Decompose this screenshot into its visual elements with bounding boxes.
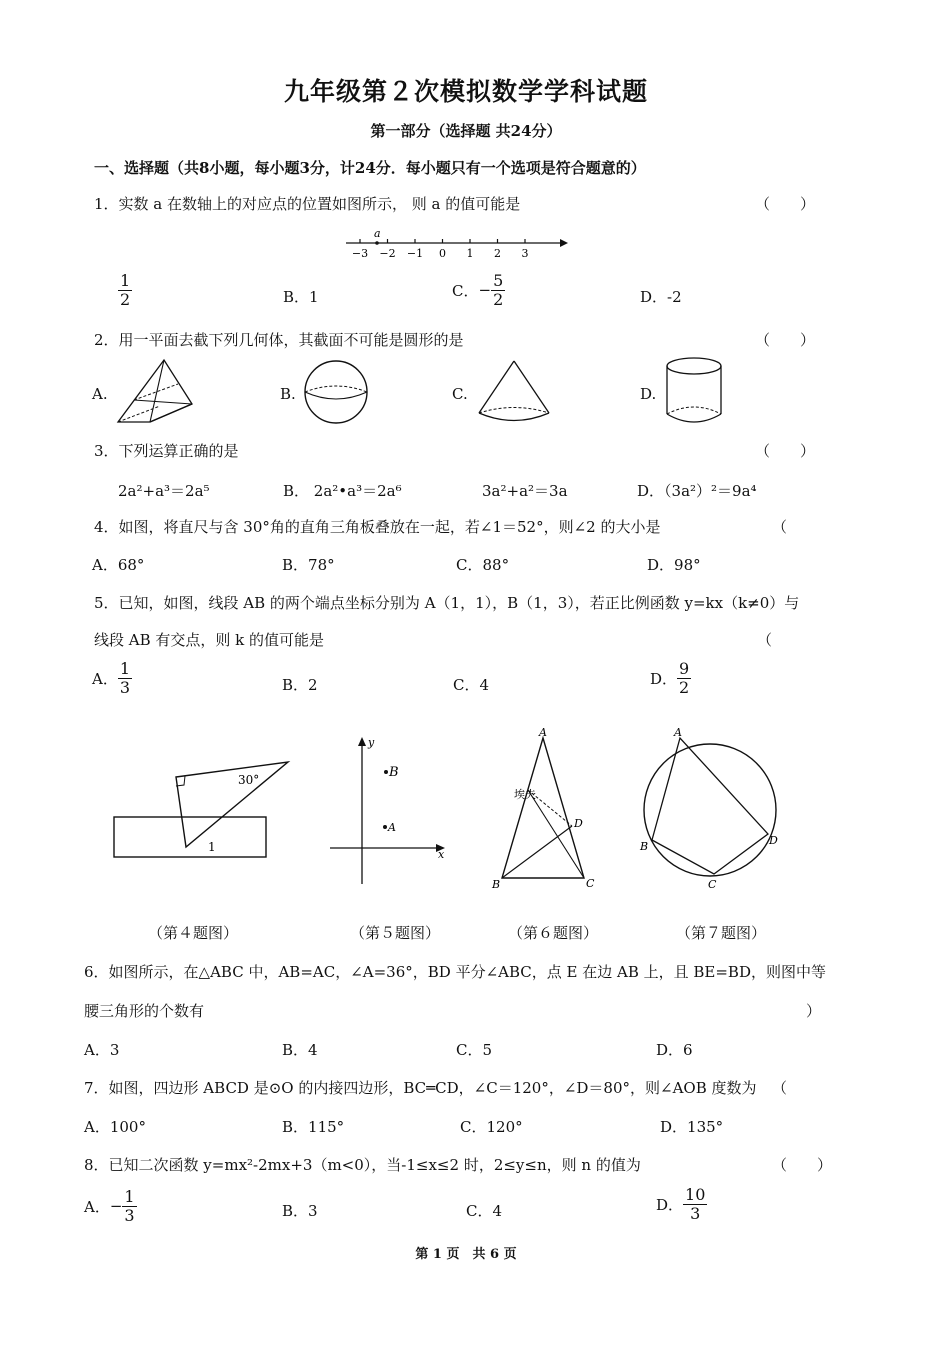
q8-option-b: B．3 — [282, 1202, 318, 1220]
q1-c-prefix: C． — [452, 281, 479, 300]
q1-point-label: a — [374, 227, 381, 240]
q1-number-line — [338, 226, 570, 262]
q5-a-denominator: 3 — [119, 677, 131, 697]
part-heading: 第一部分（选择题 共24分） — [370, 122, 562, 140]
q1-stem: 1．实数 a 在数轴上的对应点的位置如图所示， 则 a 的值可能是 — [94, 195, 521, 213]
q5-d-denominator: 2 — [679, 677, 690, 697]
q7-option-b: B．115° — [282, 1118, 345, 1136]
q1-a-denominator: 2 — [120, 289, 131, 309]
fig5-y-label: y — [368, 736, 375, 749]
q1-tick-label: 3 — [521, 247, 529, 260]
fig6-label-b: B — [492, 878, 501, 891]
fig7-label-a: A — [674, 726, 682, 739]
figure-4 — [108, 755, 294, 865]
q7-option-a: A．100° — [84, 1118, 146, 1136]
q8-d-denominator: 3 — [690, 1203, 701, 1223]
q7-option-d: D．135° — [660, 1118, 724, 1136]
q1-point-a — [375, 241, 379, 245]
q8-a-numerator: 1 — [124, 1187, 135, 1206]
q2-label-c: C. — [452, 385, 468, 403]
section-heading: 一、选择题（共8小题，每小题3分，计24分．每小题只有一个选项是符合题意的） — [94, 159, 646, 177]
q4-answer-paren: （ — [772, 518, 788, 536]
q6-stem-line2: 腰三角形的个数有 — [84, 1002, 205, 1020]
ruler — [114, 817, 266, 857]
q6-option-a: A．3 — [84, 1041, 120, 1059]
q8-stem: 8．已知二次函数 y=mx²-2mx+3（m<0），当-1≤x≤2 时，2≤y≤n，则 n 的值为 — [84, 1156, 641, 1174]
q3-option-d: D．（3a²）²＝9a⁴ — [637, 482, 757, 500]
fig6-label-c: C — [586, 877, 595, 890]
q2-label-a: A. — [92, 385, 108, 403]
fig5-label-b: B — [389, 765, 399, 780]
q1-answer-paren: （ ） — [755, 195, 816, 213]
q1-tick-label: −3 — [351, 247, 369, 260]
fig5-x-label: x — [438, 848, 445, 861]
q2-cylinder-figure — [662, 354, 726, 428]
q1-c-numerator: 5 — [493, 271, 504, 290]
fig4-angle-label: 30° — [238, 773, 260, 787]
q2-sphere-figure — [302, 358, 370, 426]
q8-option-a — [84, 1188, 137, 1224]
q4-option-b: B．78° — [282, 556, 335, 574]
q5-option-c: C．4 — [453, 676, 490, 694]
q1-tick-label: −2 — [379, 247, 396, 260]
q6-option-d: D．6 — [656, 1041, 693, 1059]
page-footer: 第 1 页 共 6 页 — [415, 1247, 517, 1262]
q1-tick-label: 1 — [466, 247, 474, 260]
fig7-label-c: C — [708, 878, 717, 891]
q8-option-d — [656, 1186, 707, 1222]
q8-a-denominator: 3 — [124, 1205, 135, 1225]
q8-d-prefix: D． — [656, 1195, 684, 1214]
fig6-label-d: D — [574, 817, 583, 830]
q8-a-sign: − — [109, 1197, 123, 1216]
q2-cone-figure — [474, 358, 554, 426]
set-square — [176, 762, 288, 847]
figure-6 — [488, 724, 604, 894]
q5-answer-paren: （ — [757, 631, 773, 649]
q2-label-b: B. — [280, 385, 296, 403]
q4-option-d: D．98° — [647, 556, 701, 574]
q2-prism-figure — [114, 356, 204, 426]
fig5-caption: （第５题图） — [350, 924, 441, 942]
q7-option-c: C．120° — [460, 1118, 523, 1136]
q3-answer-paren: （ ） — [755, 442, 816, 460]
q1-a-numerator: 1 — [120, 271, 131, 290]
q7-answer-paren: （ — [772, 1079, 788, 1097]
q5-stem-line2: 线段 AB 有交点，则 k 的值可能是 — [94, 631, 325, 649]
figure-5 — [326, 734, 450, 888]
q5-option-b: B．2 — [282, 676, 318, 694]
q7-stem: 7．如图，四边形 ABCD 是⊙O 的内接四边形，BC═CD，∠C＝120°，∠D＝80°，则∠AOB 度数为 — [84, 1079, 757, 1097]
q1-option-d: D．-2 — [640, 288, 682, 306]
q8-a-prefix: A． — [84, 1197, 110, 1216]
fig5-label-a: A — [388, 821, 396, 834]
q6-stem-line1: 6．如图所示，在△ABC 中，AB=AC，∠A=36°，BD 平分∠ABC，点 E 在边 AB 上，且 BE=BD，则图中等 — [84, 963, 826, 981]
q6-option-c: C．5 — [456, 1041, 493, 1059]
q2-label-d: D. — [640, 385, 657, 403]
q5-option-d — [650, 660, 691, 696]
q5-d-prefix: D． — [650, 669, 678, 688]
q2-answer-paren: （ ） — [755, 331, 816, 349]
fig6-label-e: 埃夫 — [514, 788, 536, 801]
fig7-label-b: B — [640, 840, 649, 853]
q5-a-numerator: 1 — [119, 659, 131, 678]
q3-option-b: B． 2a²•a³＝2a⁶ — [283, 482, 402, 500]
q1-tick-label: 0 — [439, 247, 446, 260]
exam-title: 九年级第２次模拟数学学科试题 — [283, 77, 648, 106]
fig4-label-1: 1 — [208, 840, 216, 854]
q4-option-a: A．68° — [92, 556, 145, 574]
q2-stem: 2．用一平面去截下列几何体，其截面不可能是圆形的是 — [94, 331, 464, 349]
fig6-label-a: A — [539, 726, 547, 739]
q5-a-prefix: A． — [92, 669, 118, 688]
q8-answer-paren: （ ） — [772, 1156, 833, 1174]
q6-option-b: B．4 — [282, 1041, 318, 1059]
q4-option-c: C．88° — [456, 556, 510, 574]
q5-d-numerator: 9 — [679, 659, 690, 678]
q4-stem: 4．如图，将直尺与含 30°角的直角三角板叠放在一起，若∠1＝52°，则∠2 的大小是 — [94, 518, 661, 536]
figure-7 — [634, 722, 786, 894]
fig6-caption: （第６题图） — [508, 924, 599, 942]
q1-option-b: B．1 — [283, 288, 319, 306]
q6-answer-paren: ） — [806, 1002, 822, 1020]
fig5-point-a — [383, 825, 387, 829]
fig5-point-b — [384, 770, 388, 774]
fig7-caption: （第７题图） — [676, 924, 767, 942]
q5-stem-line1: 5．已知，如图，线段 AB 的两个端点坐标分别为 A（1，1），B（1，3），若正比例函数 y=kx（k≠0）与 — [94, 594, 800, 612]
q3-option-a: 2a²+a³＝2a⁵ — [118, 482, 210, 500]
q1-option-a — [118, 272, 132, 308]
q1-tick-label: 2 — [494, 247, 501, 260]
q8-d-numerator: 10 — [685, 1185, 706, 1204]
q1-option-c — [452, 272, 505, 308]
q5-option-a — [92, 660, 132, 696]
q8-option-c: C．4 — [466, 1202, 503, 1220]
q3-stem: 3．下列运算正确的是 — [94, 442, 239, 460]
q1-c-denominator: 2 — [493, 289, 504, 309]
fig7-label-d: D — [769, 834, 778, 847]
q3-option-c: 3a²+a²＝3a — [482, 482, 568, 500]
q1-c-sign: − — [478, 281, 492, 300]
q1-tick-label: −1 — [406, 247, 424, 260]
fig4-caption: （第４题图） — [148, 924, 239, 942]
